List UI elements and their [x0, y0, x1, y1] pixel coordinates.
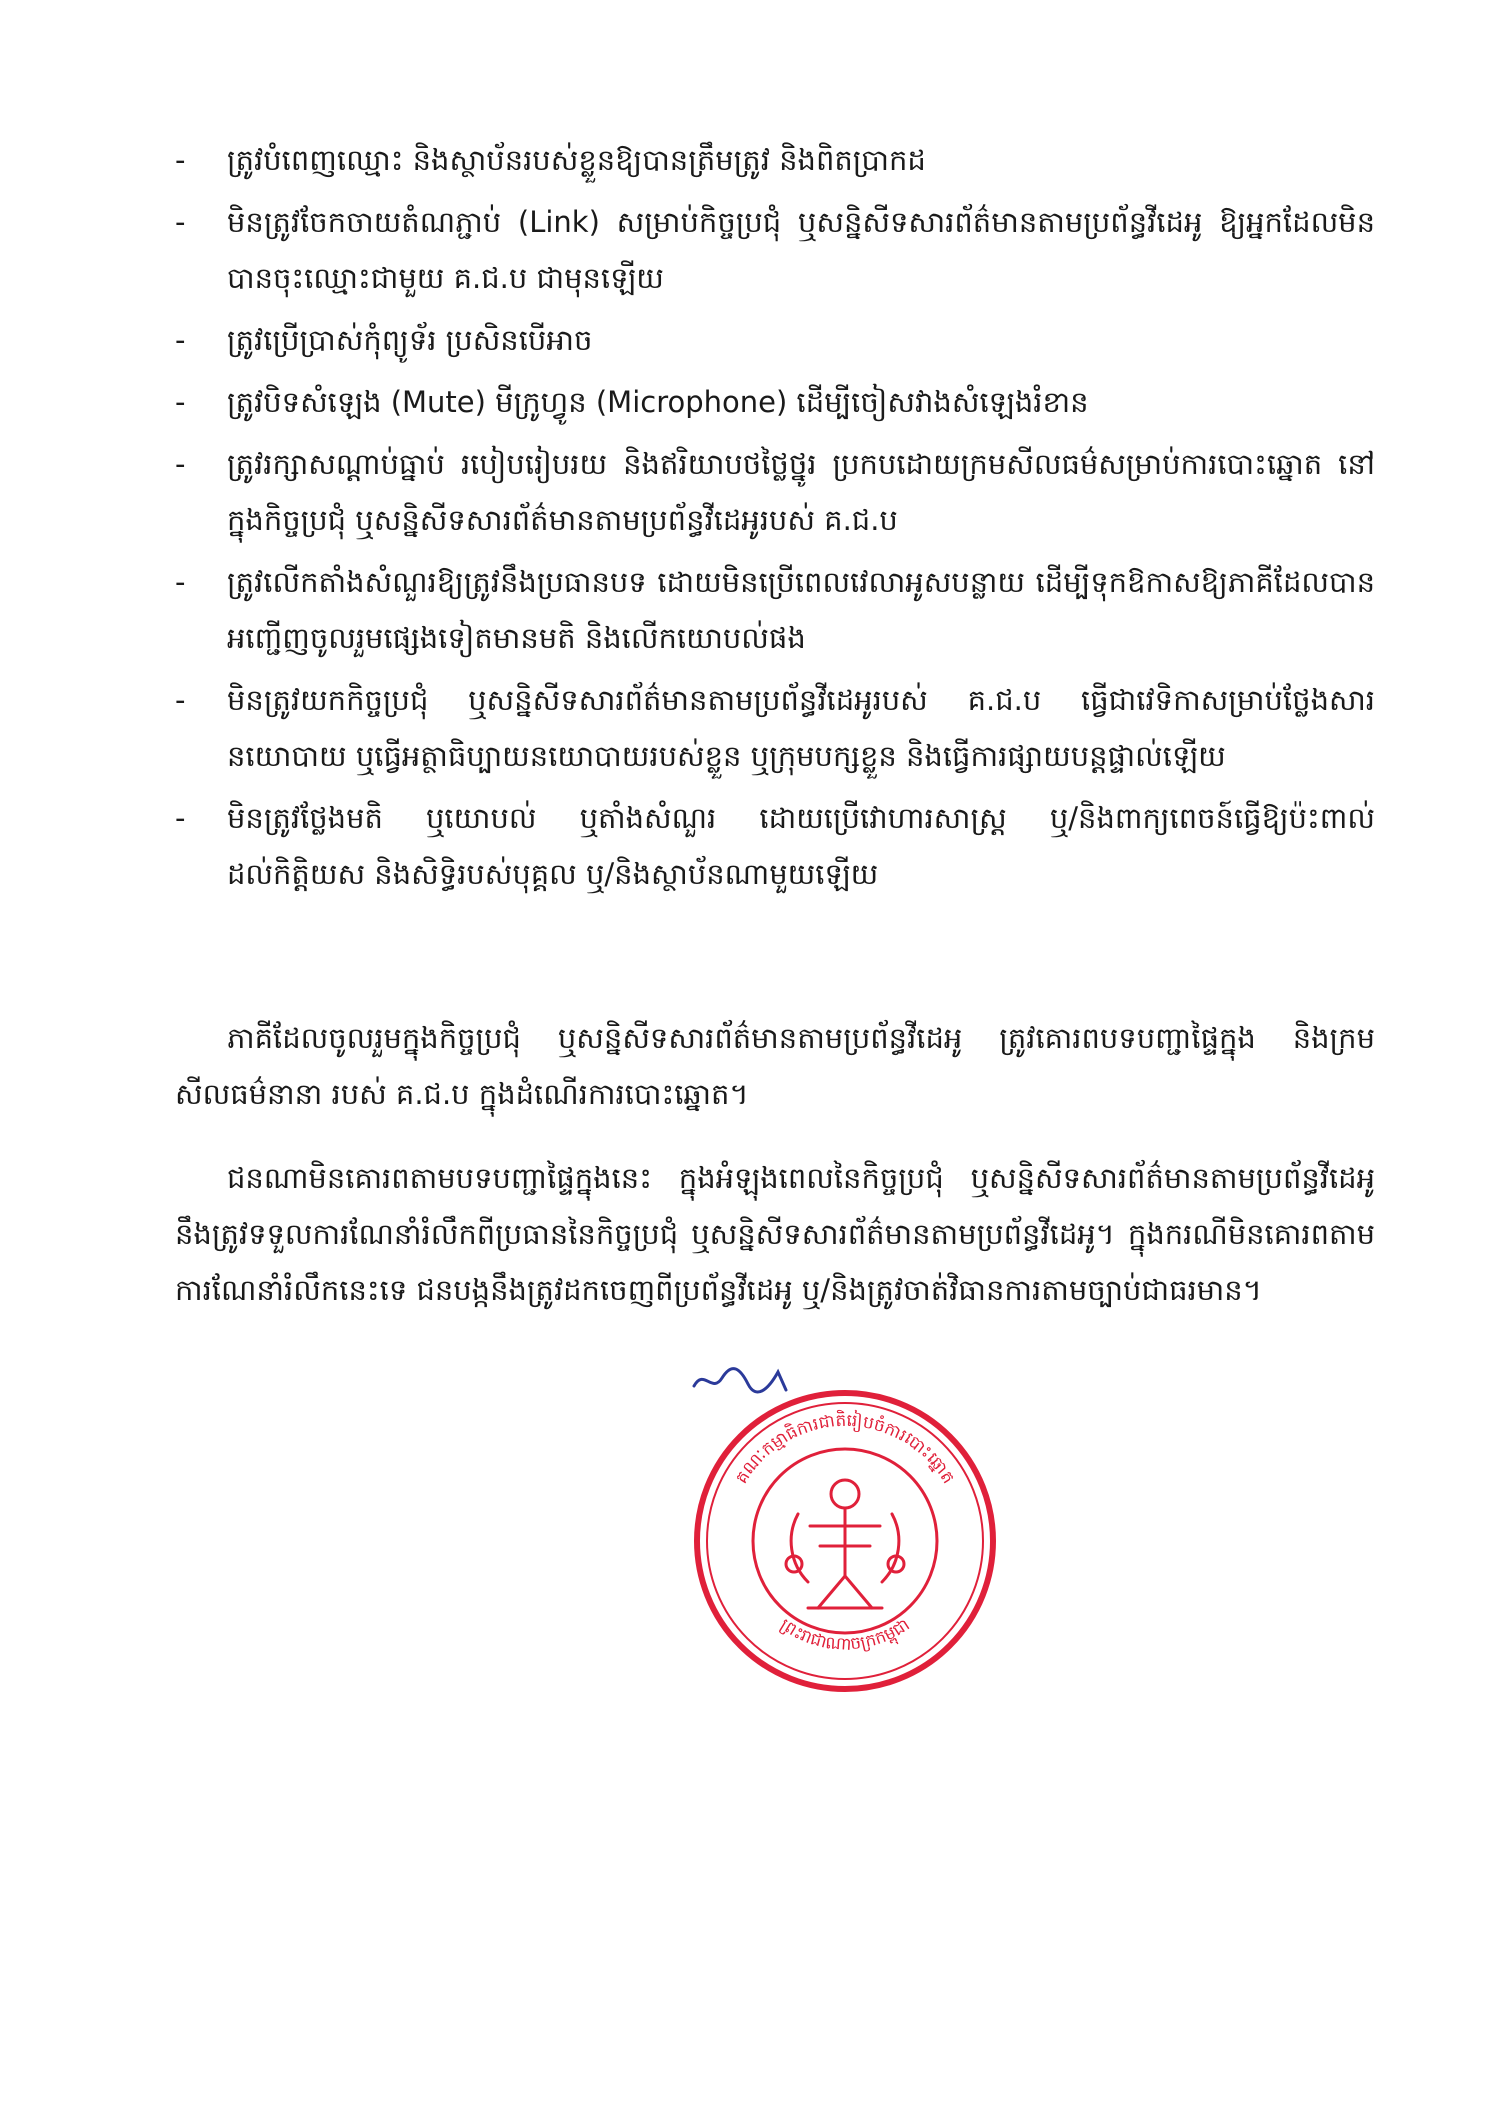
rule-item — [175, 374, 1375, 430]
rule-text: មិនត្រូវថ្លែងមតិ ឬយោបល់ ឬតាំងសំណួរ ដោយប្រើវោហារសាស្ត្រ ឬ/និងពាក្យពេចន៍ធ្វើឱ្យប៉ះពាល់ដល់កិត្តិយស និងសិទ្ធិរបស់បុគ្គល ឬ/និងស្ថាប័នណាមួយឡើយ — [227, 801, 1375, 891]
bullet-dash: - — [175, 565, 186, 599]
rule-text: មិនត្រូវចែកចាយតំណភ្ជាប់ (Link) សម្រាប់កិច្ចប្រជុំ ឬសន្និសីទសារព័ត៌មានតាមប្រព័ន្ធវីដេអូ ឱ្យអ្នកដែលមិនបានចុះឈ្មោះជាមួយ គ.ជ.ប ជាមុនឡើយ — [227, 205, 1375, 295]
rule-item — [175, 312, 1375, 368]
rules-list — [175, 132, 1375, 908]
rule-item — [175, 194, 1375, 306]
bullet-dash: - — [175, 385, 186, 419]
bullet-dash: - — [175, 801, 186, 835]
participants-paragraph: ភាគីដែលចូលរួមក្នុងកិច្ចប្រជុំ ឬសន្និសីទសារព័ត៌មានតាមប្រព័ន្ធវីដេអូ ត្រូវគោរពបទបញ្ជាផ្ទៃក្នុង និងក្រមសីលធម៌នានា របស់ គ.ជ.ប ក្នុងដំណើរការបោះឆ្នោត។ — [175, 1021, 1375, 1111]
rule-text: ត្រូវបិទសំឡេង (Mute) មីក្រូហ្វូន (Microphone) ដើម្បីចៀសវាងសំឡេងរំខាន — [227, 385, 1089, 419]
bullet-dash: - — [175, 323, 186, 357]
seal-bottom-text: ព្រះរាជាណាចក្រកម្ពុជា — [776, 1614, 914, 1655]
rule-text: ត្រូវរក្សាសណ្តាប់ធ្នាប់ របៀបរៀបរយ និងឥរិយាបថថ្លៃថ្នូរ ប្រកបដោយក្រមសីលធម៌សម្រាប់ការបោះឆ្នោត នៅក្នុងកិច្ចប្រជុំ ឬសន្និសីទសារព័ត៌មានតាមប្រព័ន្ធវីដេអូរបស់ គ.ជ.ប — [227, 447, 1375, 537]
rule-text: ត្រូវបំពេញឈ្មោះ និងស្ថាប័នរបស់ខ្លួនឱ្យបានត្រឹមត្រូវ និងពិតប្រាកដ — [227, 143, 926, 177]
official-seal-icon — [690, 1386, 1000, 1696]
rule-item — [175, 790, 1375, 902]
rule-item — [175, 672, 1375, 784]
seal-top-text: គណៈកម្មាធិការជាតិរៀបចំការបោះឆ្នោត — [731, 1410, 959, 1488]
rule-item — [175, 132, 1375, 188]
rule-text: ត្រូវលើកតាំងសំណួរឱ្យត្រូវនឹងប្រធានបទ ដោយមិនប្រើពេលវេលាអូសបន្លាយ ដើម្បីទុកឱកាសឱ្យភាគីដែលបានអញ្ជើញចូលរួមផ្សេងទៀតមានមតិ និងលើកយោបល់ផង — [227, 565, 1375, 655]
bullet-dash: - — [175, 447, 186, 481]
bullet-dash: - — [175, 205, 186, 239]
rule-text: មិនត្រូវយកកិច្ចប្រជុំ ឬសន្និសីទសារព័ត៌មានតាមប្រព័ន្ធវីដេអូរបស់ គ.ជ.ប ធ្វើជាវេទិកាសម្រាប់ថ្លែងសារនយោបាយ ឬធ្វើអត្ថាធិប្បាយនយោបាយរបស់ខ្លួន ឬក្រុមបក្សខ្លួន និងធ្វើការផ្សាយបន្តផ្ទាល់ឡើយ — [227, 683, 1375, 773]
bullet-dash: - — [175, 683, 186, 717]
bullet-dash: - — [175, 143, 186, 177]
rule-item — [175, 436, 1375, 548]
enforcement-paragraph: ជនណាមិនគោរពតាមបទបញ្ជាផ្ទៃក្នុងនេះ ក្នុងអំឡុងពេលនៃកិច្ចប្រជុំ ឬសន្និសីទសារព័ត៌មានតាមប្រព័ន្ធវីដេអូ នឹងត្រូវទទួលការណែនាំរំលឹកពីប្រធាននៃកិច្ចប្រជុំ ឬសន្និសីទសារព័ត៌មានតាមប្រព័ន្ធវីដេអូ។ ក្នុងករណីមិនគោរពតាមការណែនាំរំលឹកនេះទេ ជនបង្កនឹងត្រូវដកចេញពីប្រព័ន្ធវីដេអូ ឬ/និងត្រូវចាត់វិធានការតាមច្បាប់ជាធរមាន។ — [175, 1161, 1375, 1307]
rule-item — [175, 554, 1375, 666]
rule-text: ត្រូវប្រើប្រាស់កុំព្យូទ័រ ប្រសិនបើអាច — [227, 323, 593, 357]
